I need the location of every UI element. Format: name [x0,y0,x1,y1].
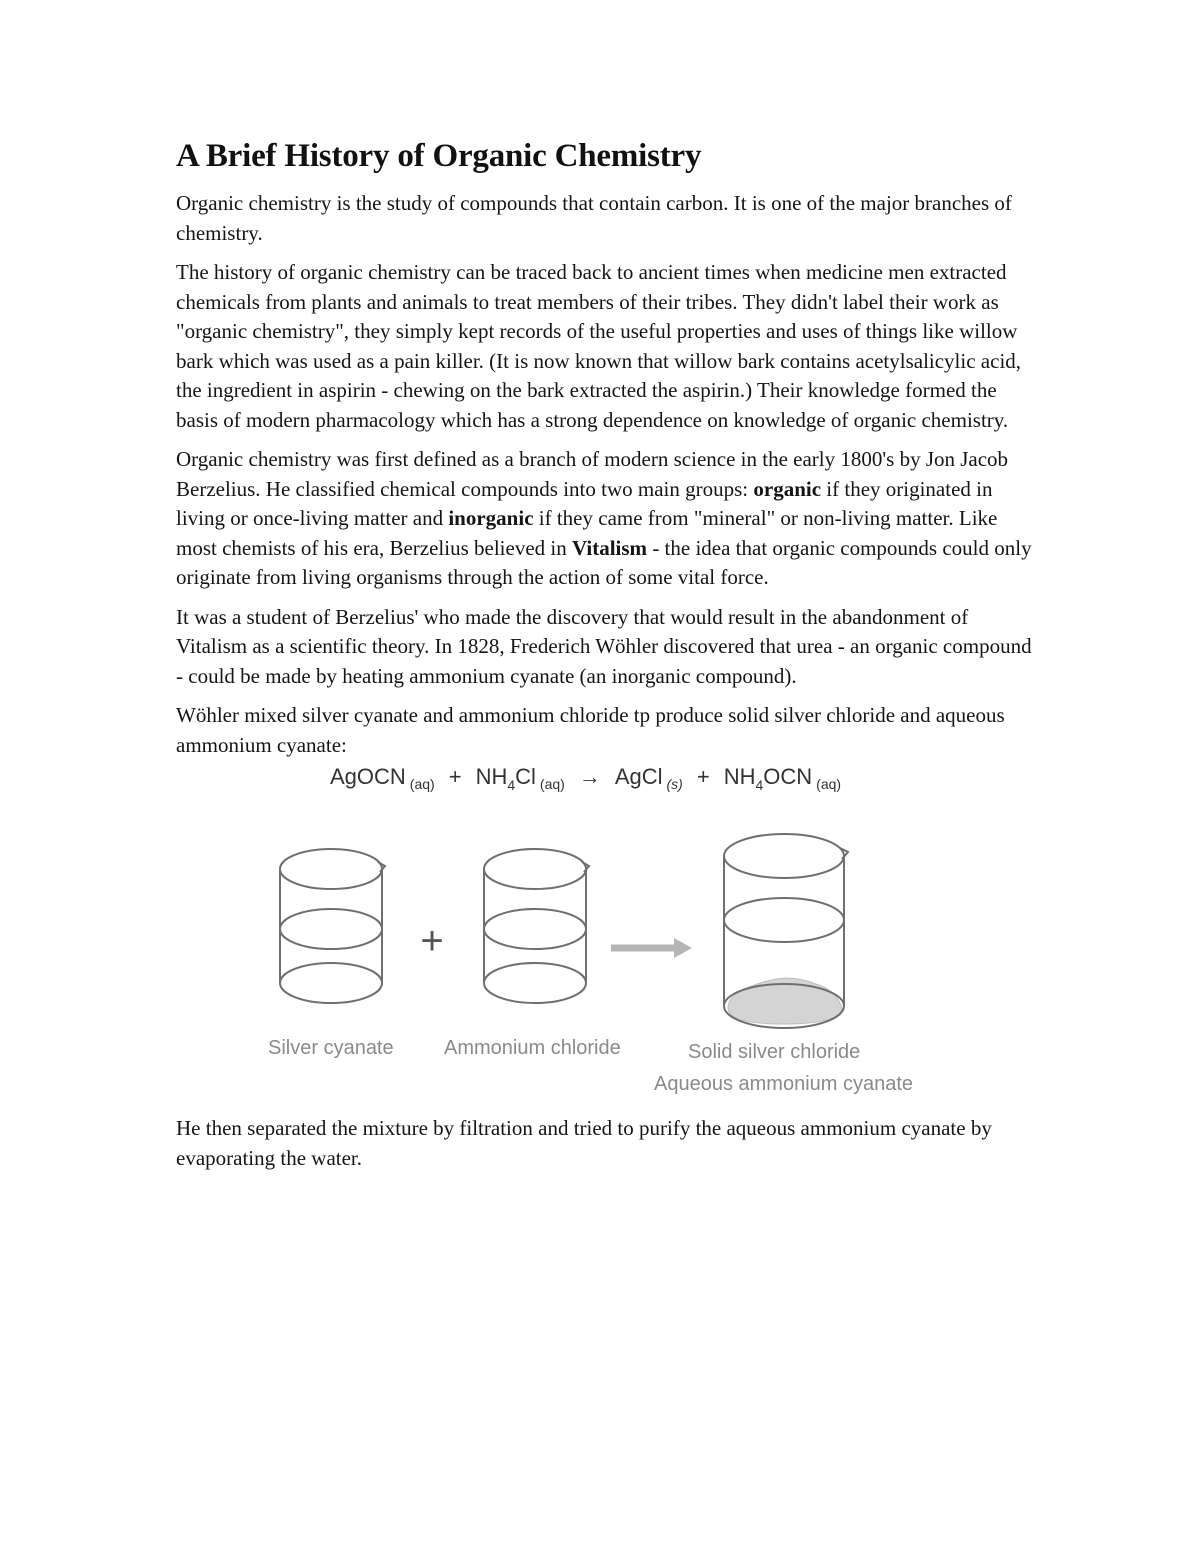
beaker-ammonium-chloride-icon [484,849,589,1003]
paragraph-berzelius [176,445,1036,593]
plus-sign: + [420,919,444,963]
document-content [176,138,1036,1183]
state-label: (aq) [816,776,842,792]
term-inorganic: inorganic [448,506,534,530]
beaker-silver-cyanate-icon [280,849,385,1003]
reactant-nh4cl: $NH_4Cl$ [475,764,536,793]
term-organic: organic [753,476,822,501]
paragraph-history: The history of organic chemistry can be traced back to ancient times when medicine men extracted chemicals from plants and animals to treat members of their tribes. They didn't label their work as "organic chemistry", they simply kept records of the useful properties and uses of things like willow bark which was used as a pain killer. (It is now known that willow bark contains acetylsalicylic acid, the ingredient in aspirin - chewing on the bark extracted the aspirin.) Their knowledge formed the basis of modern pharmacology which has a strong dependence on knowledge of organic chemistry. [176,260,1022,432]
text-span: if they originated in living or once-living matter and [176,476,993,530]
text-span: - the idea that organic compounds could only originate from living organisms through the action of some vital force. [176,535,1032,589]
label-solid-silver-chloride: Solid silver chloride [688,1041,861,1063]
reaction-arrow: → [578,764,601,789]
product-agcl: AgCl [614,764,663,789]
paragraph-wohler-discovery: It was a student of Berzelius' who made the discovery that would result in the abandonment of Vitalism as a scientific theory. In 1828, Frederich Wöhler discovered that urea - an organic compound - could be made by heating ammonium cyanate (an inorganic compound). [176,604,1032,688]
text-span: Organic chemistry was first defined as a branch of modern science in the early 1800's by Jon Jacob Berzelius. He classified chemical compounds into two main groups: [176,447,1009,501]
beaker-product-icon [724,834,848,1028]
reactant-agocn: AgOCN [330,764,406,789]
label-aqueous-ammonium-cyanate: Aqueous ammonium cyanate [654,1073,914,1095]
paragraph-wohler-mix: Wöhler mixed silver cyanate and ammonium chloride tp produce solid silver chloride and aqueous ammonium cyanate: [176,703,1005,757]
paragraph-intro: Organic chemistry is the study of compounds that contain carbon. It is one of the major branches of chemistry. [176,191,1012,245]
term-vitalism: Vitalism [572,535,648,560]
chemical-equation [330,764,842,793]
plus-sign: + [448,764,462,789]
reaction-figure [176,762,1036,1102]
label-ammonium-chloride: Ammonium chloride [444,1037,621,1059]
page-title: A Brief History of Organic Chemistry [176,138,702,174]
label-silver-cyanate: Silver cyanate [268,1037,394,1059]
state-label: (aq) [409,776,435,792]
plus-sign: + [696,764,710,789]
paragraph-filtration: He then separated the mixture by filtration and tried to purify the aqueous ammonium cyanate by evaporating the water. [176,1116,992,1170]
text-span: if they came from "mineral" or non-living matter. Like most chemists of his era, Berzelius believed in [176,506,998,560]
state-label: (s) [666,776,683,792]
state-label: (aq) [539,776,565,792]
reaction-arrow-icon [611,938,692,958]
product-nh4ocn: $NH_4OCN$ [723,764,813,793]
